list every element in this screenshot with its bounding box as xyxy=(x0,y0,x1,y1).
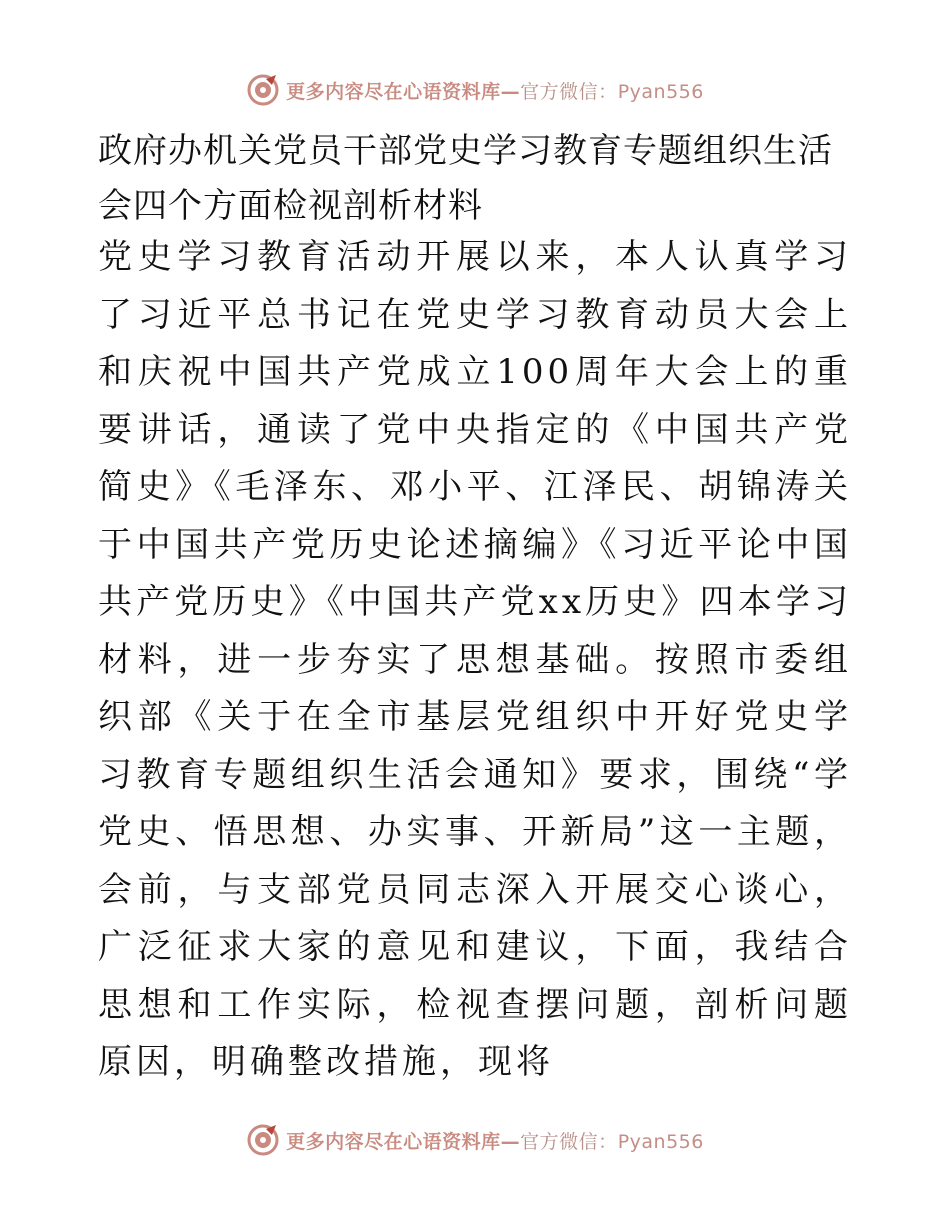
footer-watermark xyxy=(0,1120,950,1160)
header-watermark xyxy=(0,70,950,110)
watermark-text xyxy=(286,77,704,104)
pen-seal-icon xyxy=(246,1123,280,1157)
document-title: 政府办机关党员干部党史学习教育专题组织生活会四个方面检视剖析材料 xyxy=(98,131,833,226)
pen-seal-icon xyxy=(246,73,280,107)
document-body-paragraph: 党史学习教育活动开展以来，本人认真学习了习近平总书记在党史学习教育动员大会上和庆祝中国共产党成立100周年大会上的重要讲话，通读了党中央指定的《中国共产党简史》《毛泽东、邓小平、江泽民、胡锦涛关于中国共产党历史论述摘编》《习近平论中国共产党历史》《中国共产党xx历史》四本学习材料，进一步夯实了思想基础。按照市委组织部《关于在全市基层党组织中开好党史学习教育专题组织生活会通知》要求，围绕“学党史、悟思想、办实事、开新局”这一主题，会前，与支部党员同志深入开展交心谈心，广泛征求大家的意见和建议，下面，我结合思想和工作实际，检视查摆问题，剖析问题原因，明确整改措施，现将 xyxy=(98,237,852,1082)
watermark-wechat-id: Pyan556 xyxy=(617,1130,704,1153)
watermark-separator: — xyxy=(500,1130,521,1153)
watermark-separator: — xyxy=(500,80,521,103)
watermark-wechat-label: 官方微信： xyxy=(520,1130,618,1153)
watermark-wechat-id: Pyan556 xyxy=(617,80,704,103)
watermark-text xyxy=(286,1127,704,1154)
watermark-wechat-label: 官方微信： xyxy=(520,80,618,103)
watermark-brand: 更多内容尽在心语资料库 xyxy=(286,80,501,103)
watermark-brand: 更多内容尽在心语资料库 xyxy=(286,1130,501,1153)
